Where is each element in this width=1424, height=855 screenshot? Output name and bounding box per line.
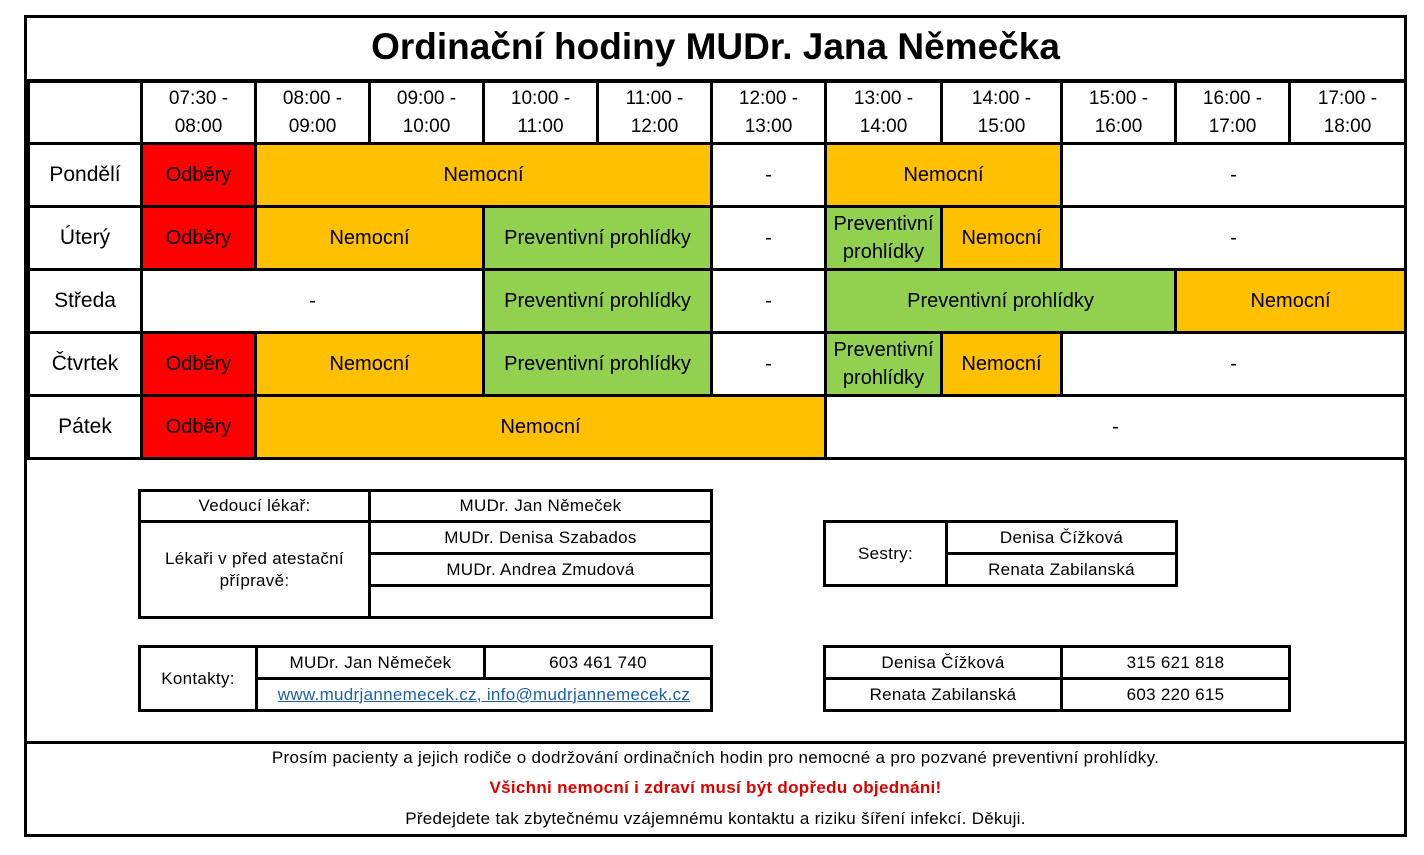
schedule-block: -: [710, 205, 827, 271]
day-label: Čtvrtek: [27, 331, 143, 397]
time-slot-end: 18:00: [1323, 115, 1372, 137]
schedule-block: Nemocní: [1174, 268, 1407, 334]
time-slot-end: 11:00: [517, 115, 564, 137]
schedule-block: Preventivní prohlídky: [482, 205, 713, 271]
time-slot-end: 08:00: [174, 115, 223, 137]
doctors-label-line-1: Lékaři v před atestační: [165, 548, 344, 568]
schedule-block: Odběry: [140, 142, 257, 208]
schedule-block: Nemocní: [254, 142, 713, 208]
head-doctor-label: Vedoucí lékař:: [138, 489, 371, 523]
time-slot-start: 10:00 -: [510, 87, 571, 109]
time-slot-header: [596, 80, 713, 145]
schedule-block: Odběry: [140, 394, 257, 460]
schedule-block: Preventivní prohlídky: [824, 331, 943, 397]
schedule-block: Nemocní: [254, 394, 827, 460]
time-slot-end: 12:00: [630, 115, 679, 137]
schedule-block: Nemocní: [254, 331, 485, 397]
schedule-block: -: [710, 142, 827, 208]
doctor-3: [368, 584, 713, 619]
contacts-label: Kontakty:: [138, 645, 258, 712]
time-slot-header: [1060, 80, 1177, 145]
doctor-2: MUDr. Andrea Zmudová: [368, 552, 713, 587]
footer-line-1: Prosím pacienty a jejich rodiče o dodržování ordinačních hodin pro nemocné a pro pozvané preventivní prohlídky.: [271, 748, 1160, 767]
time-slot-header: [940, 80, 1063, 145]
schedule-block: Nemocní: [940, 205, 1063, 271]
page-title: Ordinační hodiny MUDr. Jana Němečka: [24, 15, 1407, 82]
time-slot-header: [482, 80, 599, 145]
time-slot-header: [254, 80, 371, 145]
web-email-link[interactable]: www.mudrjannemecek.cz, info@mudrjannemecek.cz: [277, 684, 691, 704]
footer-warning: Všichni nemocní i zdraví musí být dopředu objednáni!: [489, 778, 942, 797]
time-slot-header: [368, 80, 485, 145]
doctor-1: MUDr. Denisa Szabados: [368, 520, 713, 555]
time-slot-start: 08:00 -: [282, 87, 343, 109]
time-slot-end: 17:00: [1208, 115, 1257, 137]
schedule-block: Nemocní: [824, 142, 1063, 208]
time-slot-end: 14:00: [859, 115, 908, 137]
schedule-block: -: [824, 394, 1407, 460]
time-slot-start: 13:00 -: [853, 87, 914, 109]
schedule-block: -: [1060, 331, 1407, 397]
time-slot-end: 10:00: [402, 115, 451, 137]
time-slot-end: 15:00: [977, 115, 1026, 137]
nurse-2: Renata Zabilanská: [945, 552, 1178, 587]
time-slot-header: [140, 80, 257, 145]
time-slot-start: 09:00 -: [396, 87, 457, 109]
time-slot-header: [710, 80, 827, 145]
time-slot-start: 07:30 -: [168, 87, 229, 109]
schedule-block: Nemocní: [940, 331, 1063, 397]
time-slot-start: 12:00 -: [738, 87, 799, 109]
contact-nurse-2-phone: 603 220 615: [1060, 677, 1291, 712]
schedule-block: -: [710, 268, 827, 334]
day-label: Středa: [27, 268, 143, 334]
schedule-block: Preventivní prohlídky: [824, 268, 1177, 334]
time-slot-header: [824, 80, 943, 145]
contact-nurse-1-phone: 315 621 818: [1060, 645, 1291, 680]
nurses-label: Sestry:: [823, 520, 948, 587]
footer-divider: [27, 741, 1404, 744]
header-corner: [27, 80, 143, 145]
schedule-block: Preventivní prohlídky: [824, 205, 943, 271]
contact-doctor-phone: 603 461 740: [483, 645, 713, 680]
time-slot-start: 16:00 -: [1202, 87, 1263, 109]
schedule-block: -: [1060, 205, 1407, 271]
time-slot-end: 09:00: [288, 115, 337, 137]
schedule-block: Odběry: [140, 331, 257, 397]
day-label: Pátek: [27, 394, 143, 460]
schedule-block: Odběry: [140, 205, 257, 271]
head-doctor-name: MUDr. Jan Němeček: [368, 489, 713, 523]
doctors-label: [138, 520, 371, 619]
footer-line-3: Předejdete tak zbytečnému vzájemnému kontaktu a riziku šíření infekcí. Děkuji.: [405, 809, 1026, 828]
schedule-block: Nemocní: [254, 205, 485, 271]
schedule-block: -: [710, 331, 827, 397]
schedule-block: -: [1060, 142, 1407, 208]
schedule-block: Preventivní prohlídky: [482, 331, 713, 397]
time-slot-header: [1288, 80, 1407, 145]
time-slot-end: 16:00: [1094, 115, 1143, 137]
time-slot-start: 15:00 -: [1088, 87, 1149, 109]
time-slot-start: 14:00 -: [971, 87, 1032, 109]
day-label: Pondělí: [27, 142, 143, 208]
contact-nurse-2-name: Renata Zabilanská: [823, 677, 1063, 712]
schedule-block: Preventivní prohlídky: [482, 268, 713, 334]
contact-web-email: [255, 677, 713, 712]
contact-doctor-name: MUDr. Jan Němeček: [255, 645, 486, 680]
time-slot-end: 13:00: [744, 115, 793, 137]
doctors-label-line-2: přípravě:: [219, 570, 290, 590]
contact-nurse-1-name: Denisa Čížková: [823, 645, 1063, 680]
time-slot-header: [1174, 80, 1291, 145]
day-label: Úterý: [27, 205, 143, 271]
time-slot-start: 11:00 -: [625, 87, 684, 109]
schedule-block: -: [140, 268, 485, 334]
time-slot-start: 17:00 -: [1317, 87, 1378, 109]
nurse-1: Denisa Čížková: [945, 520, 1178, 555]
